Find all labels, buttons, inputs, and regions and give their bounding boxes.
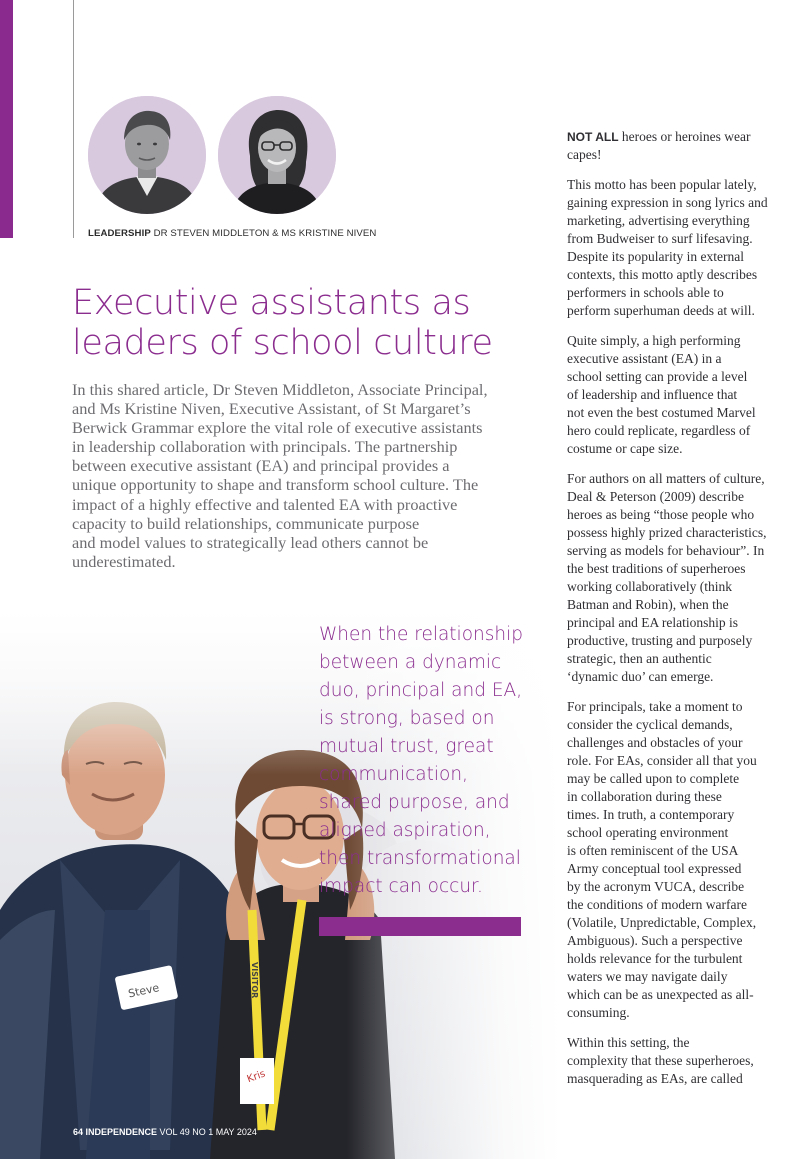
intro-line: capacity to build relationships, communicate purpose	[72, 513, 420, 533]
body-line: gaining expression in song lyrics and	[567, 195, 768, 210]
body-line: complexity that these superheroes,	[567, 1053, 754, 1068]
body-line: Ambiguous). Such a perspective	[567, 933, 743, 948]
intro-line: in leadership collaboration with principals. The partnership	[72, 437, 458, 457]
body-line: costume or cape size.	[567, 441, 683, 456]
lead-in-caps: NOT ALL	[567, 130, 619, 144]
body-column	[567, 116, 792, 1100]
body-line: the conditions of modern warfare	[567, 897, 747, 912]
body-line: perform superhuman deeds at will.	[567, 303, 755, 318]
body-line: marketing, advertising everything	[567, 213, 750, 228]
page-number: 64	[73, 1127, 84, 1137]
body-line: of leadership and influence that	[567, 387, 738, 402]
pull-quote-line: aligned aspiration,	[319, 820, 491, 841]
body-line: principal and EA relationship is	[567, 615, 738, 630]
body-line: waters we may navigate daily	[567, 969, 728, 984]
body-line: Within this setting, the	[567, 1035, 690, 1050]
page-footer	[73, 1127, 257, 1137]
article-title	[72, 283, 542, 363]
body-line: school operating environment	[567, 825, 729, 840]
author-portrait-steven	[88, 96, 206, 214]
title-line: Executive assistants as	[72, 283, 471, 323]
intro-line: unique opportunity to shape and transform school culture. The	[72, 475, 479, 495]
body-line: Quite simply, a high performing	[567, 333, 741, 348]
body-line: not even the best costumed Marvel	[567, 405, 756, 420]
body-line: heroes as being “those people who	[567, 507, 755, 522]
intro-line: and Ms Kristine Niven, Executive Assistant, of St Margaret’s	[72, 399, 471, 419]
body-line: ‘dynamic duo’ can emerge.	[567, 669, 714, 684]
body-line: For principals, take a moment to	[567, 699, 743, 714]
body-line: contexts, this motto aptly describes	[567, 267, 758, 282]
pull-quote-line: shared purpose, and	[319, 792, 510, 813]
intro-line: In this shared article, Dr Steven Middleton, Associate Principal,	[72, 380, 488, 399]
body-line: consuming.	[567, 1005, 630, 1020]
pull-quote-line: is strong, based on	[319, 708, 495, 729]
intro-paragraph	[72, 380, 542, 571]
intro-line: between executive assistant (EA) and principal provides a	[72, 456, 450, 476]
body-line: hero could replicate, regardless of	[567, 423, 751, 438]
body-line: consider the cyclical demands,	[567, 717, 733, 732]
body-line: Deal & Peterson (2009) describe	[567, 489, 744, 504]
pull-quote-line: then transformational	[319, 848, 521, 869]
pull-quote	[319, 621, 549, 901]
body-line: by the acronym VUCA, describe	[567, 879, 745, 894]
body-line: role. For EAs, consider all that you	[567, 753, 757, 768]
pull-quote-line: When the relationship	[319, 624, 523, 645]
body-line: times. In truth, a contemporary	[567, 807, 735, 822]
title-line: leaders of school culture	[72, 323, 493, 363]
body-line: may be called upon to complete	[567, 771, 740, 786]
body-line: from Budweiser to surf lifesaving.	[567, 231, 753, 246]
intro-line: and model values to strategically lead others cannot be	[72, 532, 429, 552]
issue-info: VOL 49 NO 1 MAY 2024	[157, 1127, 257, 1137]
body-line: challenges and obstacles of your	[567, 735, 743, 750]
body-line: school setting can provide a level	[567, 369, 748, 384]
magazine-name: INDEPENDENCE	[83, 1127, 158, 1137]
pull-quote-line: mutual trust, great	[319, 736, 494, 757]
intro-line: Berwick Grammar explore the vital role of executive assistants	[72, 418, 483, 438]
pull-quote-line: communication,	[319, 764, 468, 785]
body-line: executive assistant (EA) in a	[567, 351, 722, 366]
body-line: heroes or heroines wear	[618, 129, 751, 144]
body-line: working collaboratively (think	[567, 579, 732, 594]
body-line: which can be as unexpected as all-	[567, 987, 754, 1002]
body-line: holds relevance for the turbulent	[567, 951, 743, 966]
intro-line: underestimated.	[72, 551, 176, 571]
page-accent-bar	[0, 0, 13, 238]
author-names: DR STEVEN MIDDLETON & MS KRISTINE NIVEN	[150, 228, 377, 239]
intro-line: impact of a highly effective and talented EA with proactive	[72, 494, 458, 514]
body-line: Army conceptual tool expressed	[567, 861, 742, 876]
body-line: productive, trusting and purposely	[567, 633, 753, 648]
section-label: LEADERSHIP	[88, 228, 151, 239]
body-line: capes!	[567, 147, 602, 162]
byline	[88, 228, 376, 239]
body-line: is often reminiscent of the USA	[567, 843, 739, 858]
body-line: in collaboration during these	[567, 789, 722, 804]
body-line: possess highly prized characteristics,	[567, 525, 767, 540]
pull-quote-line: between a dynamic	[319, 652, 502, 673]
pull-quote-line: duo, principal and EA,	[319, 680, 523, 701]
body-line: masquerading as EAs, are called	[567, 1071, 743, 1086]
body-line: This motto has been popular lately,	[567, 177, 757, 192]
body-line: (Volatile, Unpredictable, Complex,	[567, 915, 757, 930]
pull-quote-bar	[319, 917, 521, 936]
body-line: For authors on all matters of culture,	[567, 471, 765, 486]
body-line: the best traditions of superheroes	[567, 561, 746, 576]
body-line: performers in schools able to	[567, 285, 724, 300]
pull-quote-line: impact can occur.	[319, 876, 483, 897]
body-line: Batman and Robin), when the	[567, 597, 729, 612]
author-portrait-kristine	[218, 96, 336, 214]
body-line: Despite its popularity in external	[567, 249, 744, 264]
body-line: strategic, then an authentic	[567, 651, 712, 666]
body-line: serving as models for behaviour”. In	[567, 543, 765, 558]
column-rule	[73, 0, 74, 238]
